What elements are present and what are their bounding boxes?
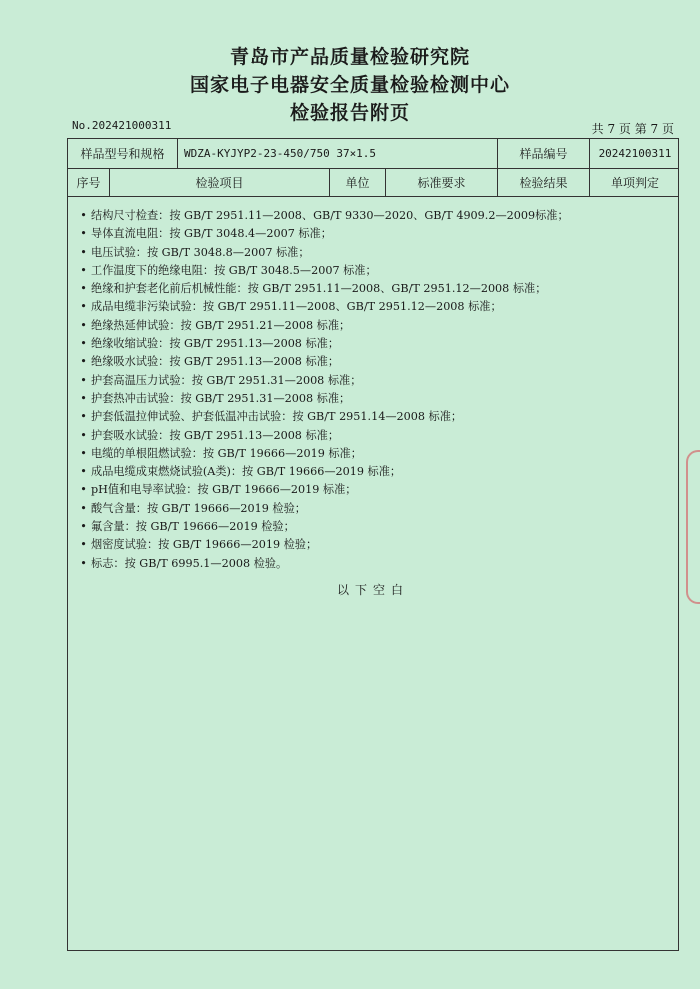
institute-name: 青岛市产品质量检验研究院	[229, 46, 470, 68]
sample-no-value: 20242100311	[598, 147, 672, 160]
list-item: • 护套高温压力试验：按 GB/T 2951.31—2008 标准；	[80, 373, 362, 387]
report-number: No.202421000311	[72, 119, 172, 132]
seal-stamp-edge	[686, 450, 700, 604]
list-item: • 护套低温拉伸试验、护套低温冲击试验：按 GB/T 2951.14—2008 标准；	[80, 410, 463, 424]
list-item: • 电压试验：按 GB/T 3048.8—2007 标准；	[80, 245, 310, 259]
col-verdict: 单项判定	[610, 176, 659, 190]
list-item: • 氟含量：按 GB/T 19666—2019 检验；	[80, 520, 295, 534]
column-header-row	[68, 169, 678, 197]
page-title: 检验报告附页	[289, 102, 410, 124]
list-item: • 绝缘热延伸试验：按 GB/T 2951.21—2008 标准；	[80, 318, 351, 332]
test-item-list	[76, 207, 666, 573]
model-value: WDZA-KYJYP2-23-450/750 37×1.5	[178, 139, 498, 168]
list-item: • 标志：按 GB/T 6995.1—2008 检验。	[80, 556, 288, 570]
list-item: • 工作温度下的绝缘电阻：按 GB/T 3048.5—2007 标准；	[80, 263, 377, 277]
blank-note: 以下空白	[336, 583, 409, 597]
list-item: • 绝缘和护套老化前后机械性能：按 GB/T 2951.11—2008、GB/T 2951.12—2008 标准；	[80, 282, 547, 296]
list-item: • 绝缘吸水试验：按 GB/T 2951.13—2008 标准；	[80, 355, 340, 369]
list-item: • 成品电缆非污染试验：按 GB/T 2951.11—2008、GB/T 2951.12—2008 标准；	[80, 300, 502, 314]
page-count: 共 7 页 第 7 页	[591, 122, 674, 136]
list-item: • 酸气含量：按 GB/T 19666—2019 检验；	[80, 501, 306, 515]
col-requirement: 标准要求	[386, 169, 498, 196]
list-item: • 导体直流电阻：按 GB/T 3048.4—2007 标准；	[80, 227, 332, 241]
sample-info-row	[68, 139, 678, 169]
list-item: • 成品电缆成束燃烧试验(A类)：按 GB/T 19666—2019 标准；	[80, 465, 402, 479]
col-index: 序号	[68, 169, 110, 196]
col-unit: 单位	[330, 169, 386, 196]
list-item: • pH值和电导率试验：按 GB/T 19666—2019 标准；	[80, 483, 357, 497]
list-item: • 护套热冲击试验：按 GB/T 2951.31—2008 标准；	[80, 391, 351, 405]
col-item: 检验项目	[110, 169, 330, 196]
list-item: • 绝缘收缩试验：按 GB/T 2951.13—2008 标准；	[80, 337, 340, 351]
report-table	[67, 138, 679, 951]
list-item: • 结构尺寸检查：按 GB/T 2951.11—2008、GB/T 9330—2020、GB/T 4909.2—2009标准；	[80, 209, 569, 222]
sample-no-label: 样品编号	[498, 139, 590, 168]
model-label: 样品型号和规格	[68, 139, 178, 168]
list-item: • 护套吸水试验：按 GB/T 2951.13—2008 标准；	[80, 428, 340, 442]
list-item: • 烟密度试验：按 GB/T 19666—2019 检验；	[80, 538, 318, 552]
list-item: • 电缆的单根阻燃试验：按 GB/T 19666—2019 标准；	[80, 446, 362, 460]
center-name: 国家电子电器安全质量检验检测中心	[189, 74, 510, 96]
col-result: 检验结果	[498, 169, 590, 196]
